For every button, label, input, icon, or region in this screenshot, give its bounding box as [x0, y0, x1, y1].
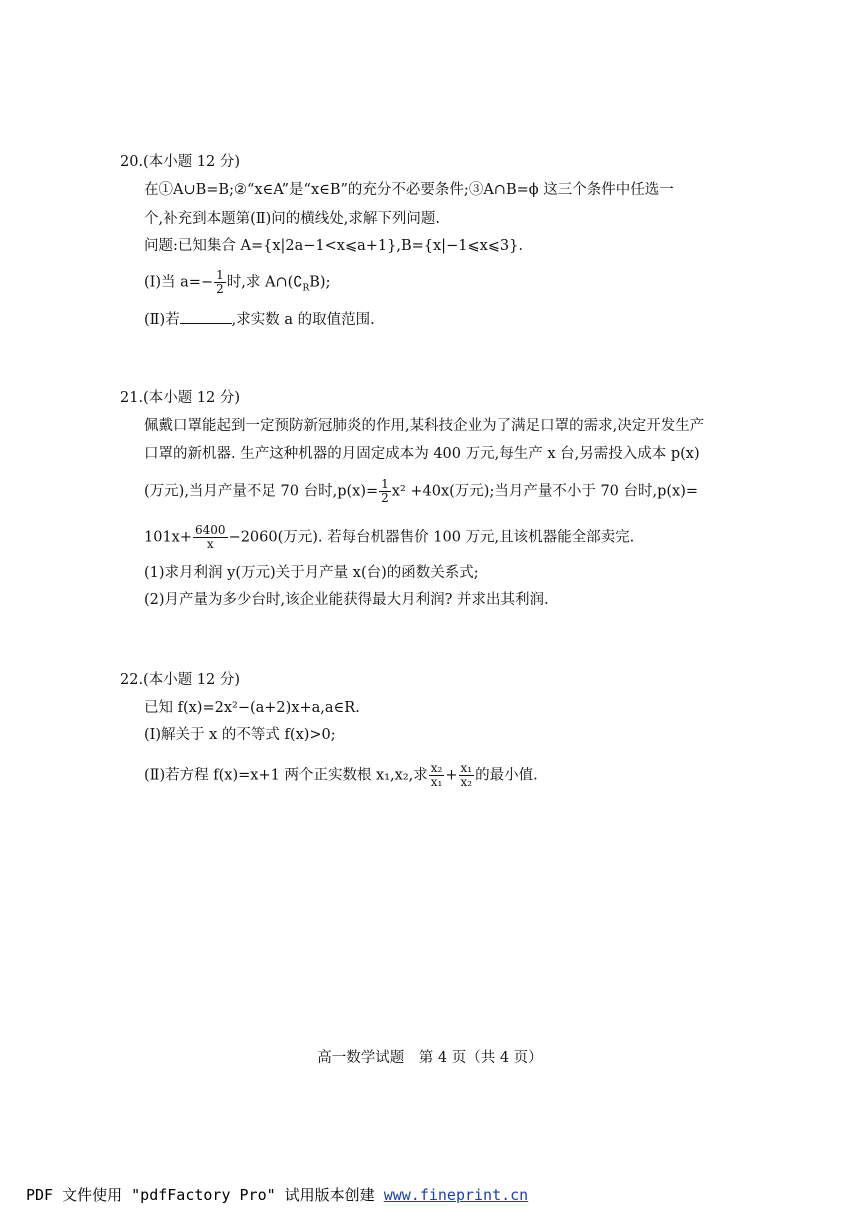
- fraction-x2-over-x1: $\frac{\text{x₂}}{\text{x₁}}$: [430, 761, 443, 789]
- answer-blank: [180, 309, 232, 324]
- q21-subquestion-2: (2)月产量为多少台时,该企业能获得最大月利润? 并求出其利润.: [144, 592, 549, 608]
- fraction-one-half: $\frac{1}{2}$: [216, 268, 224, 296]
- q21-header: 21.(本小题 12 分): [120, 390, 241, 406]
- fraction-one-half: $\frac{1}{2}$: [381, 477, 389, 505]
- q20-header: 20.(本小题 12 分): [120, 154, 241, 170]
- q21-line-2: 口罩的新机器. 生产这种机器的月固定成本为 400 万元,每生产 x 台,另需投入成本 p(x): [144, 446, 700, 462]
- fraction-6400-over-x: $\frac{6400}{x}$: [195, 523, 226, 551]
- page-footer: 高一数学试题 第 4 页（共 4 页）: [317, 1050, 543, 1066]
- q22-header: 22.(本小题 12 分): [120, 672, 241, 688]
- q22-part-2: (Ⅱ)若方程 f(x)=x+1 两个正实数根 x₁,x₂,求 $\frac{\text{x₂}}{\text{x₁}}$ + $\frac{\text{x₁}}{\text{x₂}}$ 的最小值.: [144, 761, 538, 789]
- q21-line-3: (万元),当月产量不足 70 台时,p(x)= $\frac{1}{2}$ x² +40x(万元);当月产量不小于 70 台时,p(x)=: [144, 477, 699, 505]
- q21-subquestion-1: (1)求月利润 y(万元)关于月产量 x(台)的函数关系式;: [144, 565, 479, 581]
- q20-part-2: (Ⅱ)若 ,求实数 a 的取值范围.: [144, 309, 375, 330]
- q22-line-1: 已知 f(x)=2x²−(a+2)x+a,a∈R.: [144, 700, 360, 716]
- pdf-watermark: PDF 文件使用 "pdfFactory Pro" 试用版本创建 www.fineprint.cn: [26, 1186, 529, 1204]
- q20-line-2: 个,补充到本题第(Ⅱ)问的横线处,求解下列问题.: [144, 211, 440, 227]
- q20-line-3: 问题:已知集合 A={x|2a−1<x⩽a+1},B={x|−1⩽x⩽3}.: [144, 238, 523, 254]
- q22-part-1: (Ⅰ)解关于 x 的不等式 f(x)>0;: [144, 727, 336, 743]
- q21-line-4: 101x+ $\frac{6400}{x}$ −2060(万元). 若每台机器售价 100 万元,且该机器能全部卖完.: [144, 523, 635, 551]
- q20-part-1: (Ⅰ)当 a=− $\frac{1}{2}$ 时,求 $A\cap(∁_RB)$;: [144, 268, 331, 296]
- q20-line-1: 在①A∪B=B;②“x∈A”是“x∈B”的充分不必要条件;③A∩B=ϕ 这三个条件中任选一: [144, 182, 674, 198]
- fraction-x1-over-x2: $\frac{\text{x₁}}{\text{x₂}}$: [460, 761, 473, 789]
- fineprint-link[interactable]: www.fineprint.cn: [383, 1186, 529, 1204]
- q21-line-1: 佩戴口罩能起到一定预防新冠肺炎的作用,某科技企业为了满足口罩的需求,决定开发生产: [144, 418, 705, 434]
